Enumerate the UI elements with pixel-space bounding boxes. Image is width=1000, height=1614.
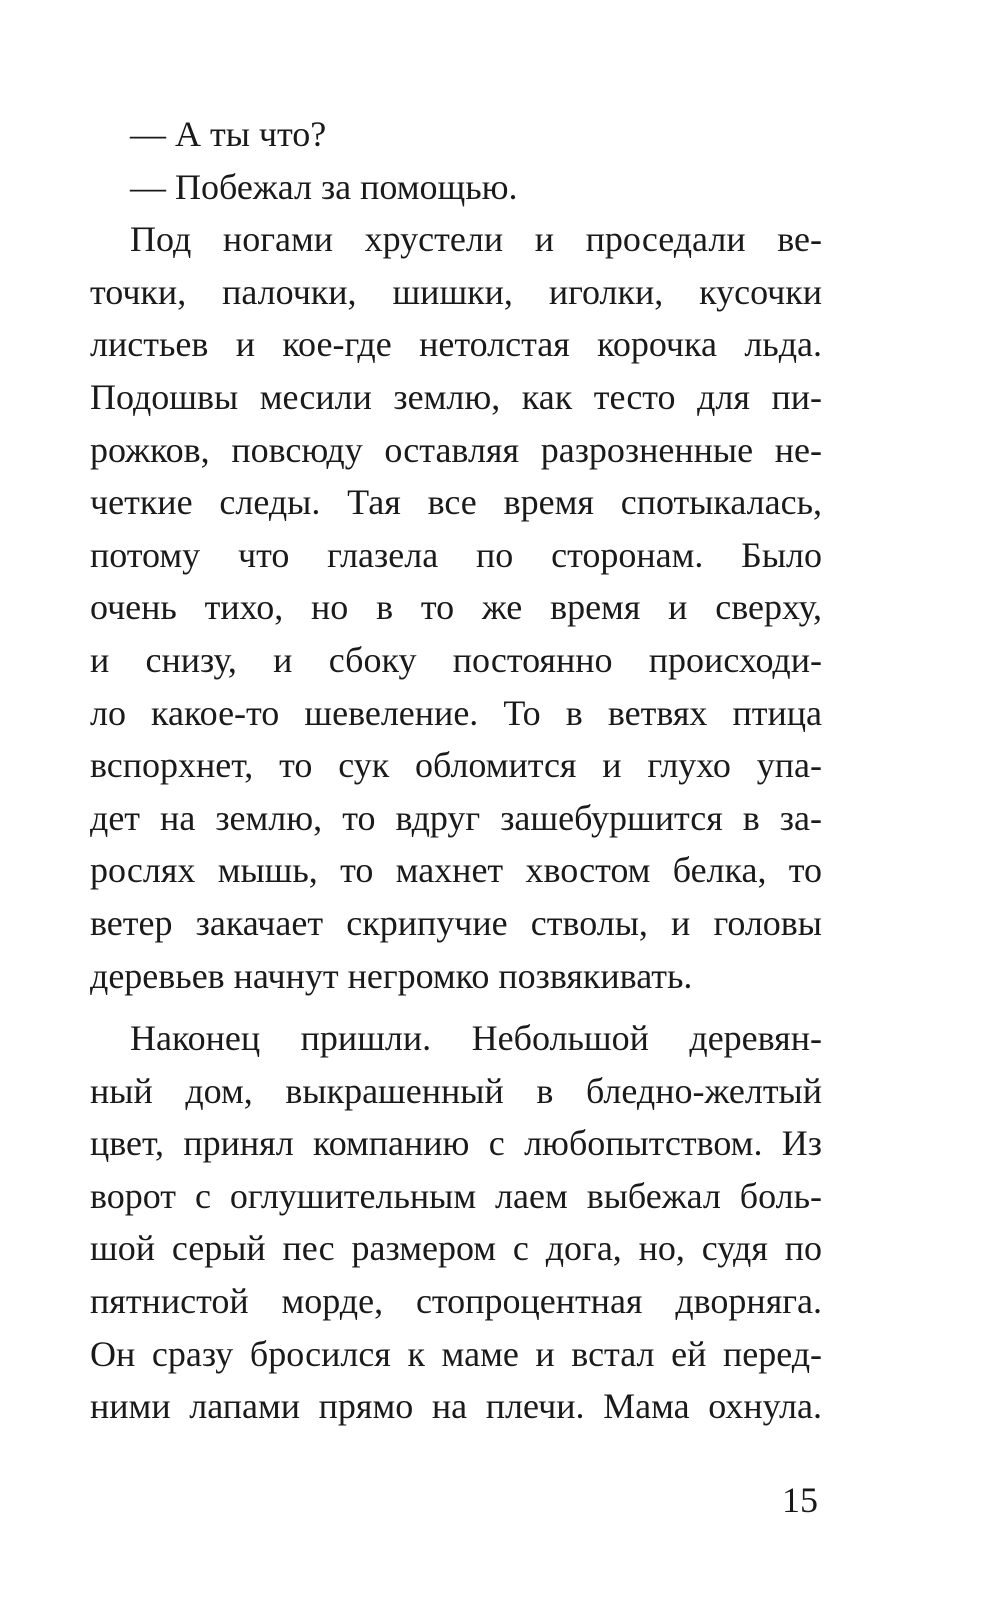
paragraph-line: ло какое-то шевеление. То в ветвях птица (90, 692, 822, 733)
body-text (90, 108, 822, 1433)
dialogue-line: — Побежал за помощью. (130, 166, 518, 207)
paragraph-line: цвет, принял компанию с любопытством. Из (90, 1123, 822, 1164)
paragraph-line: четкие следы. Тая все время спотыкалась, (90, 482, 822, 523)
page-number: 15 (782, 1480, 818, 1520)
paragraph-line: ветер закачает скрипучие стволы, и головы (90, 902, 822, 943)
paragraph-line: и снизу, и сбоку постоянно происходи- (90, 639, 822, 680)
paragraph-line: Под ногами хрустели и проседали ве- (130, 219, 822, 260)
paragraph-line: потому что глазела по сторонам. Было (90, 534, 822, 575)
paragraph-line: ворот с оглушительным лаем выбежал боль- (90, 1175, 822, 1216)
paragraph-line: рослях мышь, то махнет хвостом белка, то (90, 850, 822, 891)
paragraph-line: точки, палочки, шишки, иголки, кусочки (90, 271, 822, 312)
paragraph-line: Он сразу бросился к маме и встал ей перед- (90, 1333, 822, 1374)
paragraph-line: Наконец пришли. Небольшой деревян- (130, 1018, 822, 1059)
paragraph-line: Подошвы месили землю, как тесто для пи- (90, 376, 822, 417)
paragraph-line: очень тихо, но в то же время и сверху, (90, 587, 822, 628)
paragraph-line: листьев и кое-где нетолстая корочка льда. (90, 324, 822, 365)
paragraph-line: шой серый пес размером с дога, но, судя по (90, 1228, 822, 1269)
dialogue-line: — А ты что? (130, 114, 327, 154)
paragraph-line: пятнистой морде, стопроцентная дворняга. (90, 1281, 822, 1322)
paragraph-line: дет на землю, то вдруг зашебуршится в за- (90, 797, 822, 838)
paragraph-line: вспорхнет, то сук обломится и глухо упа- (90, 745, 822, 786)
paragraph-line: деревьев начнут негромко позвякивать. (90, 955, 693, 996)
paragraph-line: ними лапами прямо на плечи. Мама охнула. (90, 1386, 822, 1427)
paragraph-line: ный дом, выкрашенный в бледно-желтый (90, 1070, 822, 1111)
paragraph-line: рожков, повсюду оставляя разрозненные не- (90, 429, 822, 470)
